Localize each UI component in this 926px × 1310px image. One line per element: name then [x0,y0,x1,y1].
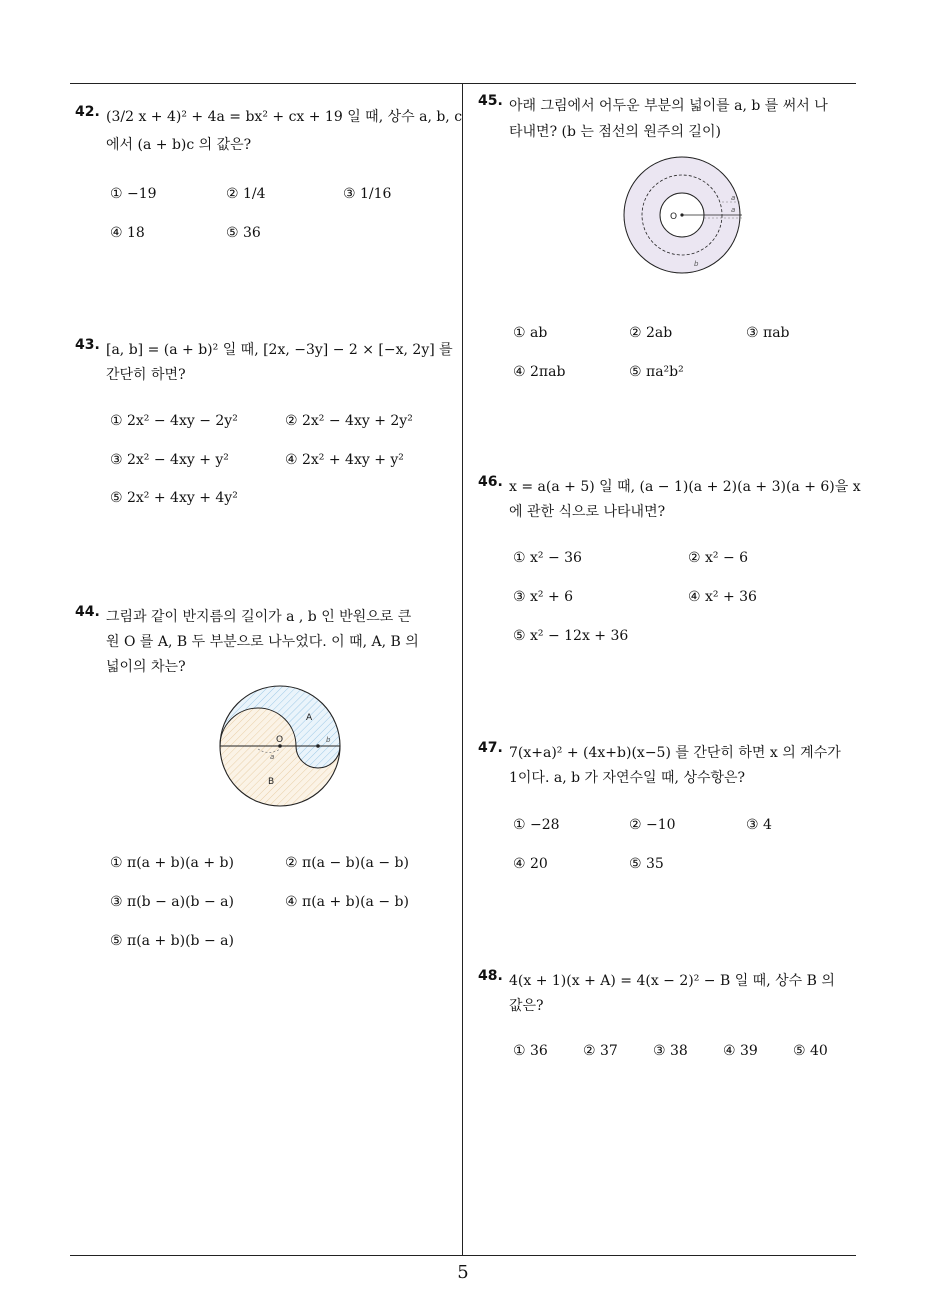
choice[interactable]: ④ 39 [723,1043,758,1059]
choice[interactable]: ③ 1/16 [343,186,392,202]
choice[interactable]: ① −28 [513,817,560,833]
choice[interactable]: ① 2x² − 4xy − 2y² [110,413,238,429]
choice[interactable]: ④ π(a + b)(a − b) [285,894,409,910]
question-number: 44. [75,604,100,620]
choice[interactable]: ② x² − 6 [688,550,749,566]
choice[interactable]: ⑤ π(a + b)(b − a) [110,933,234,949]
choice[interactable]: ② 2ab [629,325,673,341]
choice[interactable]: ② 2x² − 4xy + 2y² [285,413,413,429]
question-number: 48. [478,968,503,984]
choice[interactable]: ③ 4 [746,817,772,833]
choice[interactable]: ③ 2x² − 4xy + y² [110,452,229,468]
choice[interactable]: ① x² − 36 [513,550,582,566]
choice[interactable]: ⑤ 36 [226,225,261,241]
choice[interactable]: ⑤ 2x² + 4xy + 4y² [110,490,238,506]
choice[interactable]: ① ab [513,325,548,341]
choice[interactable]: ④ 2πab [513,364,566,380]
label-b-region: B [268,777,275,787]
question-text: 아래 그림에서 어두운 부분의 넓이를 a, b 를 써서 나 [509,98,828,114]
question-text: 7(x+a)² + (4x+b)(x−5) 를 간단히 하면 x 의 계수가 [509,745,841,761]
label-radius-a: a [270,753,275,761]
choice[interactable]: ② 1/4 [226,186,266,202]
label-a-top: a [731,194,736,202]
yin-yang-circle-figure [214,684,346,810]
question-text: 1이다. a, b 가 자연수일 때, 상수항은? [509,770,746,786]
choice[interactable]: ① π(a + b)(a + b) [110,855,234,871]
choice[interactable]: ④ 18 [110,225,145,241]
question-text: 타내면? (b 는 점선의 원주의 길이) [509,124,721,140]
page-number: 5 [457,1262,469,1283]
label-a-mid: a [731,206,736,214]
question-text: 간단히 하면? [106,367,186,383]
choice[interactable]: ⑤ πa²b² [629,364,684,380]
choice[interactable]: ③ x² + 6 [513,589,574,605]
label-a-region: A [306,713,313,723]
question-number: 42. [75,104,100,120]
concentric-circles-figure [620,154,746,278]
question-text: 넓이의 차는? [106,659,186,675]
label-o-center: O [670,212,678,222]
choice[interactable]: ② 37 [583,1043,618,1059]
choice[interactable]: ② π(a − b)(a − b) [285,855,409,871]
question-number: 47. [478,740,503,756]
choice[interactable]: ④ 2x² + 4xy + y² [285,452,404,468]
choice[interactable]: ④ 20 [513,856,548,872]
choice[interactable]: ② −10 [629,817,676,833]
question-number: 43. [75,337,100,353]
label-radius-b: b [326,736,331,744]
question-number: 46. [478,474,503,490]
question-text: 값은? [509,998,544,1014]
choice[interactable]: ⑤ 40 [793,1043,828,1059]
choice[interactable]: ⑤ x² − 12x + 36 [513,628,629,644]
question-text: 그림과 같이 반지름의 길이가 a , b 인 반원으로 큰 [106,609,412,625]
question-text: 원 O 를 A, B 두 부분으로 나누었다. 이 때, A, B 의 [106,634,419,650]
question-text: 에서 (a + b)c 의 값은? [106,137,252,153]
top-rule [70,83,856,84]
column-divider [462,84,463,1256]
question-text: 4(x + 1)(x + A) = 4(x − 2)² − B 일 때, 상수 B 의 [509,973,835,989]
question-text: x = a(a + 5) 일 때, (a − 1)(a + 2)(a + 3)(a + 6)을 x [509,479,861,495]
question-number: 45. [478,93,503,109]
question-text: 에 관한 식으로 나타내면? [509,504,666,520]
label-o-center: O [276,735,284,745]
choice[interactable]: ④ x² + 36 [688,589,757,605]
bottom-rule [70,1255,856,1256]
question-text: [a, b] = (a + b)² 일 때, [2x, −3y] − 2 × [−x, 2y] 를 [106,342,453,358]
choice[interactable]: ③ 38 [653,1043,688,1059]
choice[interactable]: ③ πab [746,325,790,341]
choice[interactable]: ① −19 [110,186,157,202]
question-text: (3/2 x + 4)² + 4a = bx² + cx + 19 일 때, 상수 a, b, c [106,109,463,125]
choice[interactable]: ③ π(b − a)(b − a) [110,894,234,910]
choice[interactable]: ⑤ 35 [629,856,664,872]
label-b-dashed: b [694,260,699,268]
choice[interactable]: ① 36 [513,1043,548,1059]
